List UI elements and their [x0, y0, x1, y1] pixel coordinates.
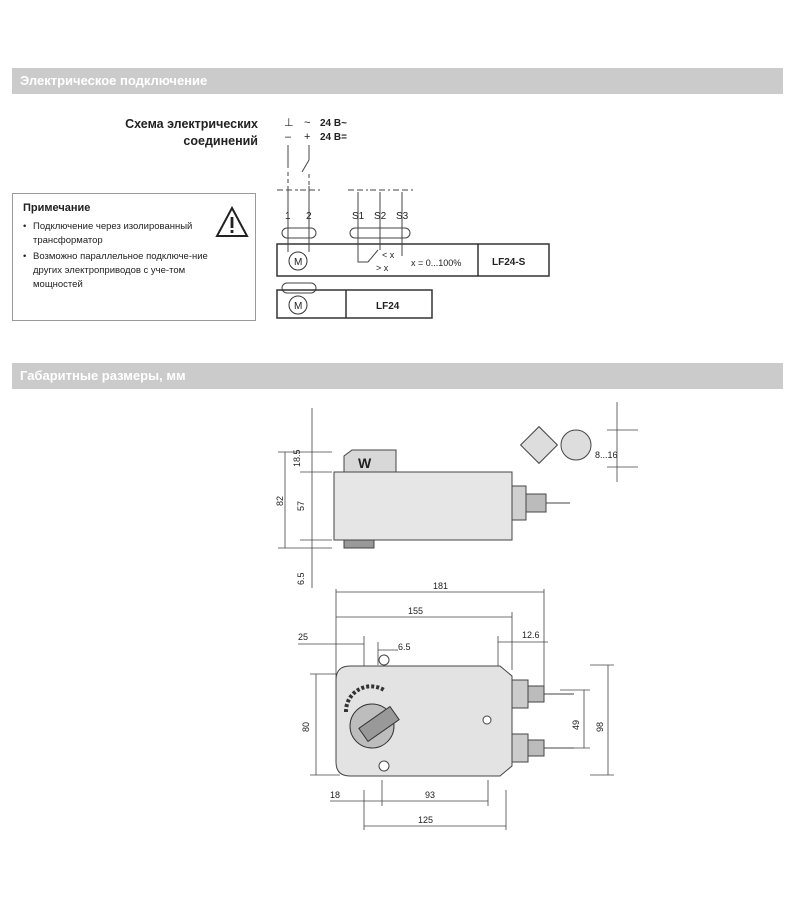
dim-height-total: 82: [275, 495, 285, 506]
dim-offset-left: 25: [298, 632, 309, 642]
wire-grip-supply: [282, 228, 316, 238]
dim-width-inner: 80: [301, 721, 311, 732]
wiring-diagram: [0, 0, 800, 360]
dim-length-125: 125: [418, 815, 434, 825]
wiring-scheme-title-line1: Схема электрических: [125, 117, 258, 131]
model-lf24-label: LF24: [376, 301, 400, 312]
note-item: • Возможно параллельное подключе-ние других электроприводов с уче-том мощностей: [23, 250, 213, 292]
minus-symbol: –: [285, 131, 292, 143]
section-dimensions-header: [12, 363, 783, 389]
terminal-s2-label: S2: [374, 211, 387, 222]
dim-shaft-range: 8...16: [595, 450, 618, 460]
dim-height-body: 57: [296, 500, 306, 511]
dim-offset-bottom-left: 18: [330, 790, 341, 800]
note-item: • Подключение через изолированный трансформатор: [23, 220, 213, 248]
shaft-profiles: [521, 427, 591, 464]
dim-length-total: 181: [433, 581, 449, 591]
dim-offset-small: 6.5: [398, 642, 411, 652]
terminal-s1-label: S1: [352, 211, 365, 222]
supply-wires: [288, 145, 402, 250]
dim-length-body: 155: [408, 606, 424, 616]
dim-length-93: 93: [425, 790, 436, 800]
switch-greater-label: > x: [376, 263, 389, 273]
ac-voltage-label: 24 В~: [320, 118, 347, 129]
ground-symbol: ⊥: [284, 117, 294, 129]
switch-less-label: < x: [382, 250, 395, 260]
dim-offset-right: 12.6: [522, 630, 540, 640]
auxiliary-switch: [358, 242, 378, 262]
svg-text:W: W: [358, 455, 372, 471]
switch-range-label: x = 0...100%: [411, 258, 462, 268]
wire-grip-lf24: [282, 283, 316, 293]
dim-height-top: 18.5: [292, 449, 302, 467]
dimensions-drawing: [0, 390, 800, 913]
dc-voltage-label: 24 В=: [320, 132, 347, 143]
section-electrical-title: Электрическое подключение: [20, 73, 208, 88]
plus-symbol: +: [304, 131, 311, 143]
actuator-top-view: [336, 655, 574, 776]
model-lf24s-label: LF24-S: [492, 257, 526, 268]
terminal-1-label: 1: [285, 211, 291, 222]
note-title: Примечание: [23, 202, 91, 214]
ac-symbol: ~: [304, 117, 311, 129]
section-dimensions-title: Габаритные размеры, мм: [20, 368, 186, 383]
terminal-s3-label: S3: [396, 211, 409, 222]
dim-width-total: 98: [595, 721, 605, 732]
wiring-scheme-title-line2: соединений: [183, 134, 258, 148]
terminal-2-label: 2: [306, 211, 312, 222]
dim-height-bottom: 6.5: [296, 572, 306, 585]
actuator-side-view: [334, 450, 570, 548]
motor-label-lf24: M: [294, 301, 303, 312]
motor-label-lf24s: M: [294, 257, 303, 268]
dim-gland-spacing: 49: [571, 719, 581, 730]
